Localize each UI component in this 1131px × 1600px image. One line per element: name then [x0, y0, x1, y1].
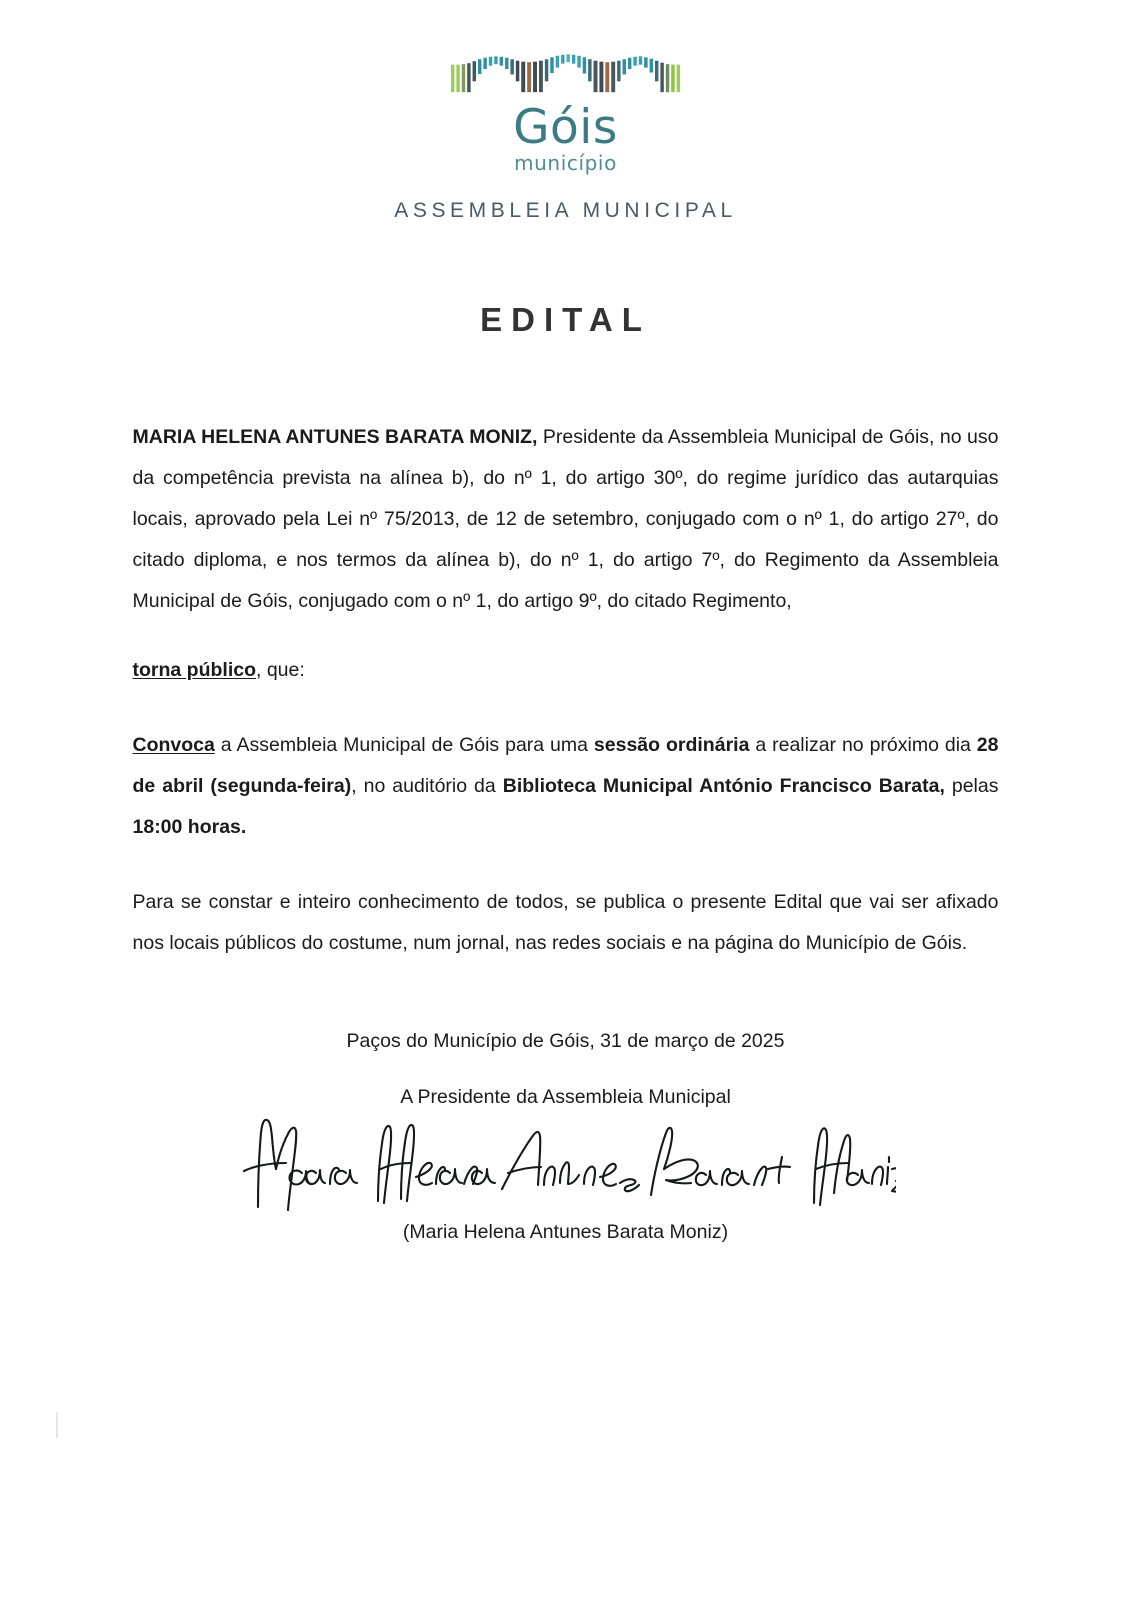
- bridge-bar-25: [588, 59, 591, 81]
- bridge-bar-27: [599, 62, 603, 92]
- convoca-verb: Convoca: [132, 734, 215, 756]
- bridge-bar-39: [665, 64, 668, 92]
- document-closing: [133, 964, 999, 1244]
- convocation-segment-3: , no auditório da: [351, 775, 503, 797]
- bridge-bar-35: [644, 57, 647, 67]
- bridge-bar-36: [649, 59, 652, 73]
- scan-artifact: [56, 1412, 58, 1438]
- bridge-bar-29: [611, 62, 615, 92]
- bridge-bar-37: [654, 61, 657, 82]
- document-body: [133, 339, 999, 964]
- bridge-bar-21: [566, 54, 569, 62]
- convocation-segment-1: a Assembleia Municipal de Góis para uma: [214, 734, 594, 756]
- session-time: 18:00 horas.: [132, 816, 247, 838]
- page-title: EDITAL: [480, 301, 651, 338]
- bridge-bar-34: [638, 56, 641, 64]
- bridge-bar-0: [450, 65, 453, 93]
- paragraph-declaration: [133, 417, 999, 622]
- bridge-bar-3: [467, 63, 470, 92]
- gois-bridge-logo-icon: [448, 52, 684, 94]
- bridge-bar-41: [676, 65, 679, 93]
- paragraph-convocation: [133, 725, 999, 848]
- gois-logo: [448, 52, 684, 173]
- bridge-bar-40: [671, 65, 674, 93]
- bridge-bar-23: [577, 56, 580, 68]
- bridge-bar-5: [477, 59, 480, 74]
- signature-area: [133, 1111, 999, 1219]
- logo-wordmark: Góis: [513, 100, 618, 155]
- session-venue: Biblioteca Municipal António Francisco Barata,: [502, 775, 945, 797]
- session-type: sessão ordinária: [593, 734, 750, 756]
- declaration-text: Presidente da Assembleia Municipal de Góis, no uso da competência prevista na alínea b), do nº 1, do artigo 30º, do regime jurídico das autarquias locais, aprovado pela Lei nº 75/2013, de 12 de setembro, conjugado com o nº 1, do artigo 27º, do citado diploma, e nos termos da alínea b), do nº 1, do artigo 7º, do Regimento da Assembleia Municipal de Góis, conjugado com o nº 1, do artigo 9º, do citado Regimento,: [132, 426, 999, 612]
- document-header: [0, 0, 1131, 223]
- bridge-bar-17: [544, 59, 547, 81]
- convocation-segment-2: a realizar no próximo dia: [749, 734, 977, 756]
- spacer: [133, 634, 999, 650]
- bridge-bar-7: [488, 57, 491, 66]
- spacer: [133, 703, 999, 725]
- bridge-bar-10: [505, 58, 508, 69]
- printed-signatory-name: (Maria Helena Antunes Barata Moniz): [402, 1221, 729, 1243]
- bridge-bar-2: [461, 64, 464, 92]
- makes-public-text: , que:: [256, 659, 305, 681]
- bridge-bar-31: [622, 59, 625, 74]
- bridge-bar-11: [510, 59, 513, 74]
- spacer: [133, 860, 999, 882]
- logo-subword: município: [514, 151, 617, 175]
- paragraph-publication: Para se constar e inteiro conhecimento de todos, se publica o presente Edital que vai ser afixado nos locais públicos do costume, num jornal, nas redes sociais e na página do Município de Góis.: [132, 891, 999, 954]
- bridge-bar-30: [617, 61, 620, 82]
- torna-publico-emphasis: torna público: [132, 659, 256, 681]
- bridge-bar-9: [499, 57, 502, 66]
- bridge-bar-19: [555, 56, 558, 68]
- bridge-bar-28: [605, 62, 609, 92]
- signatory-role: A Presidente da Assembleia Municipal: [400, 1085, 731, 1108]
- bridge-bar-12: [515, 61, 518, 82]
- bridge-bar-18: [550, 57, 553, 73]
- bridge-bar-33: [633, 57, 636, 66]
- bridge-bar-4: [472, 61, 475, 81]
- bridge-bar-13: [521, 62, 525, 92]
- organization-name: ASSEMBLEIA MUNICIPAL: [394, 199, 737, 222]
- place-and-date: Paços do Município de Góis, 31 de março de 2025: [346, 1030, 785, 1052]
- declarant-name: MARIA HELENA ANTUNES BARATA MONIZ,: [132, 426, 538, 448]
- bridge-bar-32: [627, 58, 630, 69]
- handwritten-signature-icon: [236, 1111, 896, 1219]
- bridge-bar-1: [456, 65, 459, 93]
- bridge-bar-16: [538, 61, 542, 92]
- bridge-bar-14: [527, 62, 531, 92]
- bridge-bar-38: [660, 63, 663, 93]
- bridge-bar-20: [561, 55, 564, 64]
- bridge-bar-6: [483, 58, 486, 69]
- convocation-segment-4: pelas: [944, 775, 999, 797]
- bridge-bar-15: [533, 62, 537, 92]
- bridge-bar-22: [571, 55, 574, 64]
- bridge-bar-26: [593, 61, 597, 92]
- paragraph-makes-public: [133, 650, 999, 691]
- session-date: 28 de abril (segunda-feira): [132, 734, 999, 797]
- bridge-bar-24: [582, 57, 585, 73]
- bridge-bar-8: [494, 56, 497, 64]
